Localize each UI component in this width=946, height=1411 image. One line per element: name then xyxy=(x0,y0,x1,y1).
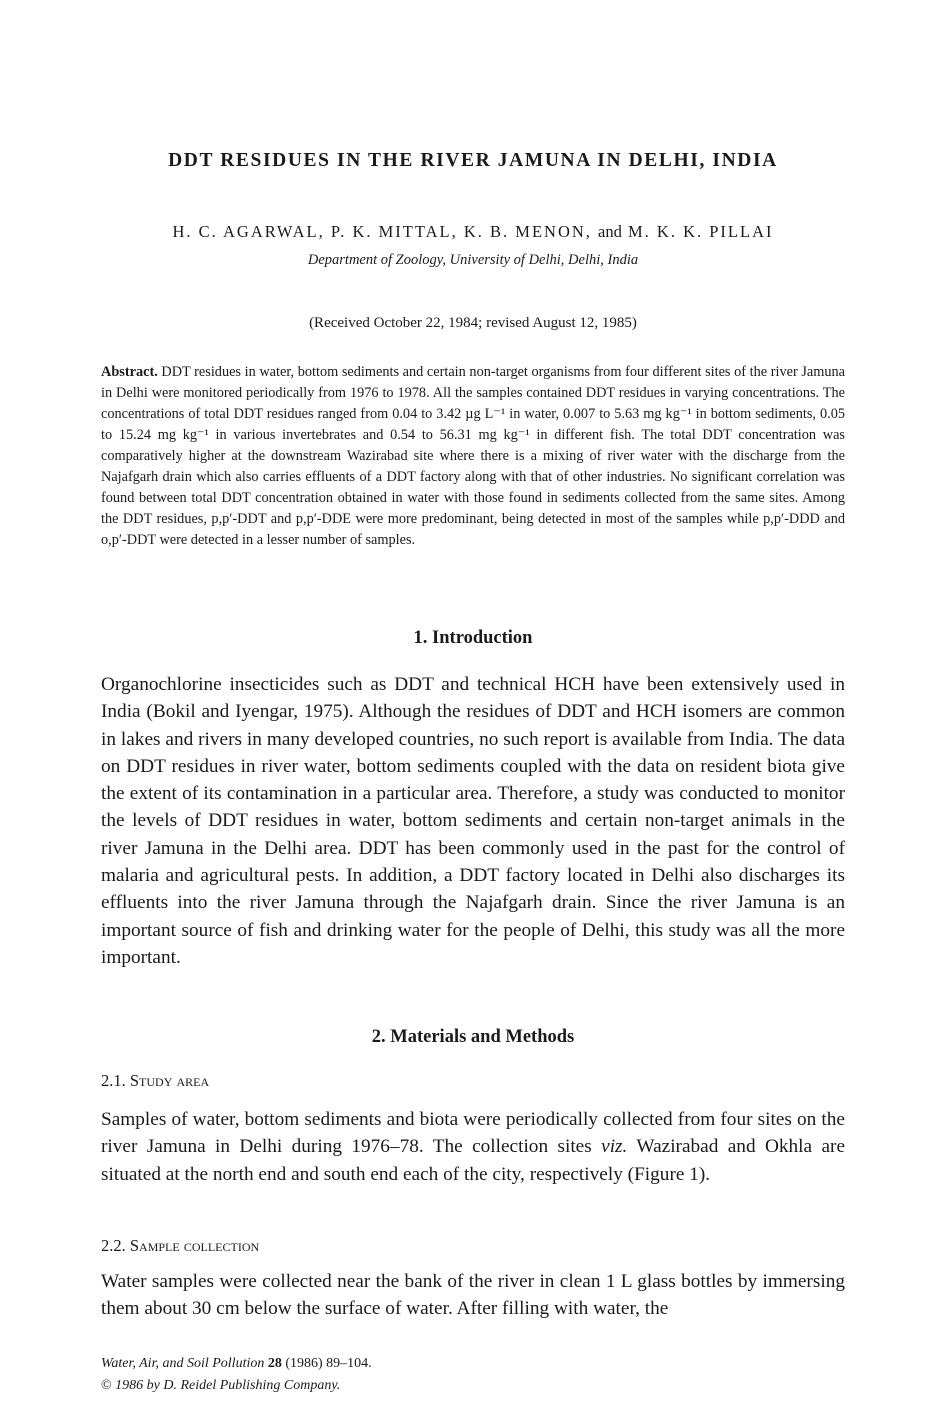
journal-pages: (1986) 89–104. xyxy=(285,1356,372,1371)
subsection-number: 2.1. xyxy=(101,1071,126,1090)
authors-part-1: H. C. AGARWAL, P. K. MITTAL, K. B. MENON, xyxy=(172,222,592,241)
abstract-text: DDT residues in water, bottom sediments and certain non-target organisms from four different sites of the river Jamuna in Delhi were monitored periodically from 1976 to 1978. All the samples contained DDT residues in varying concentrations. The concentrations of total DDT residues ranged from 0.04 to 3.42 µg L⁻¹ in water, 0.007 to 5.63 mg kg⁻¹ in bottom sediments, 0.05 to 15.24 mg kg⁻¹ in various invertebrates and 0.54 to 56.31 mg kg⁻¹ in different fish. The total DDT concentration was comparatively higher at the downstream Wazirabad site where there is a mixing of river water with the discharge from the Najafgarh drain which also carries effluents of a DDT factory along with that of other industries. No significant correlation was found between total DDT concentration obtained in water with those found in sediments collected from the same sites. Among the DDT residues, p,p′-DDT and p,p′-DDE were more predominant, being detected in most of the samples while p,p′-DDD and o,p′-DDT were detected in a lesser number of samples. xyxy=(101,364,846,548)
journal-footer xyxy=(101,1353,372,1397)
journal-citation xyxy=(101,1353,372,1375)
study-area-text-start: Samples of water, bottom sediments and biota were periodically collected from four sites on the river Jamuna in Delhi during 1976–78. The collection sites xyxy=(101,1109,845,1158)
introduction-paragraph: Organochlorine insecticides such as DDT and technical HCH have been extensively used in India (Bokil and Iyengar, 1975). Although the residues of DDT and HCH isomers are common in lakes and rivers in many developed countries, no such report is available from India. The data on DDT residues in river water, bottom sediments coupled with the data on resident biota give the extent of its contamination in a particular area. Therefore, a study was conducted to monitor the levels of DDT residues in water, bottom sediments and certain non-target animals in the river Jamuna in the Delhi area. DDT has been commonly used in the past for the control of malaria and agricultural pests. In addition, a DDT factory located in Delhi also discharges its effluents into the river Jamuna through the Najafgarh drain. Since the river Jamuna is an important source of fish and drinking water for the people of Delhi, this study was all the more important. xyxy=(101,674,845,968)
viz-italic: viz. xyxy=(601,1136,628,1158)
abstract-label: Abstract. xyxy=(101,364,158,380)
author-list xyxy=(101,222,845,242)
paper-title: DDT RESIDUES IN THE RIVER JAMUNA IN DELHI, INDIA xyxy=(168,150,778,171)
study-area-text-end: Wazirabad and Okhla are situated at the north end and south end each of the city, respectively (Figure 1). xyxy=(101,1136,846,1185)
copyright-text: 1986 by D. Reidel Publishing Company. xyxy=(115,1378,341,1393)
journal-name: Water, Air, and Soil Pollution xyxy=(101,1356,265,1371)
section-heading-introduction: 1. Introduction xyxy=(413,628,533,648)
abstract xyxy=(101,362,845,551)
sample-collection-paragraph: Water samples were collected near the bank of the river in clean 1 L glass bottles by immersing them about 30 cm below the surface of water. After filling with water, the xyxy=(101,1271,845,1320)
subsection-title: Study area xyxy=(129,1071,210,1090)
subsection-heading-study-area xyxy=(101,1071,209,1091)
affiliation: Department of Zoology, University of Delhi, Delhi, India xyxy=(307,252,639,268)
received-dates: (Received October 22, 1984; revised August 12, 1985) xyxy=(309,315,637,331)
authors-and: and xyxy=(598,222,622,241)
section-heading-methods: 2. Materials and Methods xyxy=(371,1027,575,1047)
copyright-symbol: © xyxy=(101,1378,112,1393)
subsection-number: 2.2. xyxy=(101,1236,126,1255)
study-area-paragraph xyxy=(101,1106,845,1188)
copyright-line xyxy=(101,1375,372,1397)
authors-part-2: M. K. K. PILLAI xyxy=(627,222,774,241)
subsection-heading-sample-collection xyxy=(101,1236,259,1256)
journal-volume: 28 xyxy=(267,1356,282,1371)
subsection-title: Sample collection xyxy=(129,1236,260,1255)
